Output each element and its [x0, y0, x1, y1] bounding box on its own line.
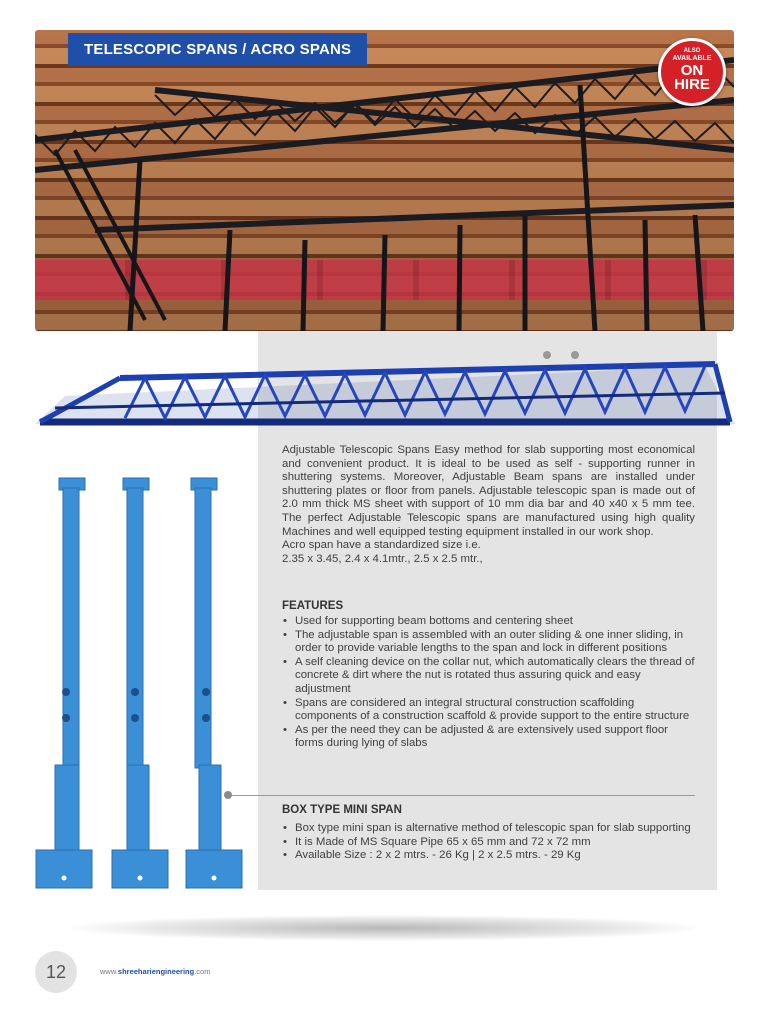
intro-paragraph: Adjustable Telescopic Spans Easy method for slab supporting most economical and convenient product. It is ideal to be used as self - supporting runner in shuttering systems. Moreover, Adjustable Beam spans are installed under shuttering plates or floor from panels. Adjustable telescopic span is made out of 2.0 mm thick MS sheet with support of 10 mm dia bar and 40 x40 x 5 mm tee. The perfect Adjustable Telescopic spans are manufactured using high quality Machines and well equipped testing equipment installed in our work shop.: [282, 444, 695, 538]
box-type-item: • It is Made of MS Square Pipe 65 x 65 mm and 72 x 72 mm: [282, 836, 695, 850]
feature-item: • The adjustable span is assembled with an outer sliding & one inner sliding, in order to provide variable lengths to the span and lock in different positions: [282, 629, 695, 656]
on-hire-badge: [658, 38, 726, 106]
site-construction-photo: [35, 30, 734, 331]
hero-photo: [35, 30, 734, 331]
features-list: [282, 615, 695, 751]
box-type-item: • Available Size : 2 x 2 mtrs. - 26 Kg | 2 x 2.5 mtrs. - 29 Kg: [282, 849, 695, 863]
page-title: TELESCOPIC SPANS / ACRO SPANS: [68, 33, 367, 66]
acro-prop-photo: [30, 470, 255, 895]
badge-line-4: HIRE: [674, 76, 710, 93]
site-name: shreehariengineering: [117, 967, 195, 976]
feature-item: • As per the need they can be adjusted & are extensively used support floor forms during lying of slabs: [282, 724, 695, 751]
site-suffix: .com: [194, 967, 211, 976]
intro-text: [282, 444, 695, 566]
box-type-item: • Box type mini span is alternative method of telescopic span for slab supporting: [282, 822, 695, 836]
page-number: 12: [35, 951, 77, 993]
acro-size-line: Acro span have a standardized size i.e.: [282, 539, 481, 552]
features-heading: FEATURES: [282, 600, 344, 612]
box-type-heading: BOX TYPE MINI SPAN: [282, 804, 402, 816]
feature-item: • Spans are considered an integral structural construction scaffolding components of a construction scaffold & provide support to the entire structure: [282, 697, 695, 724]
badge-line-2: AVAILABLE: [672, 55, 712, 62]
divider-dot: [224, 791, 232, 799]
footer-shadow: [70, 915, 700, 941]
site-prefix: www.: [100, 967, 118, 976]
badge-line-3: ON: [680, 62, 704, 79]
feature-item: • A self cleaning device on the collar nut, which automatically clears the thread of concrete & dirt where the nut is rotated thus assuring quick and easy adjustment: [282, 656, 695, 697]
box-type-list: [282, 822, 695, 863]
telescopic-span-photo: [35, 348, 735, 430]
website-link[interactable]: [100, 967, 210, 976]
acro-sizes: 2.35 x 3.45, 2.4 x 4.1mtr., 2.5 x 2.5 mtr.,: [282, 552, 483, 565]
feature-item: • Used for supporting beam bottoms and centering sheet: [282, 615, 695, 629]
section-divider: [232, 795, 695, 796]
badge-line-1: ALSO: [683, 48, 701, 54]
